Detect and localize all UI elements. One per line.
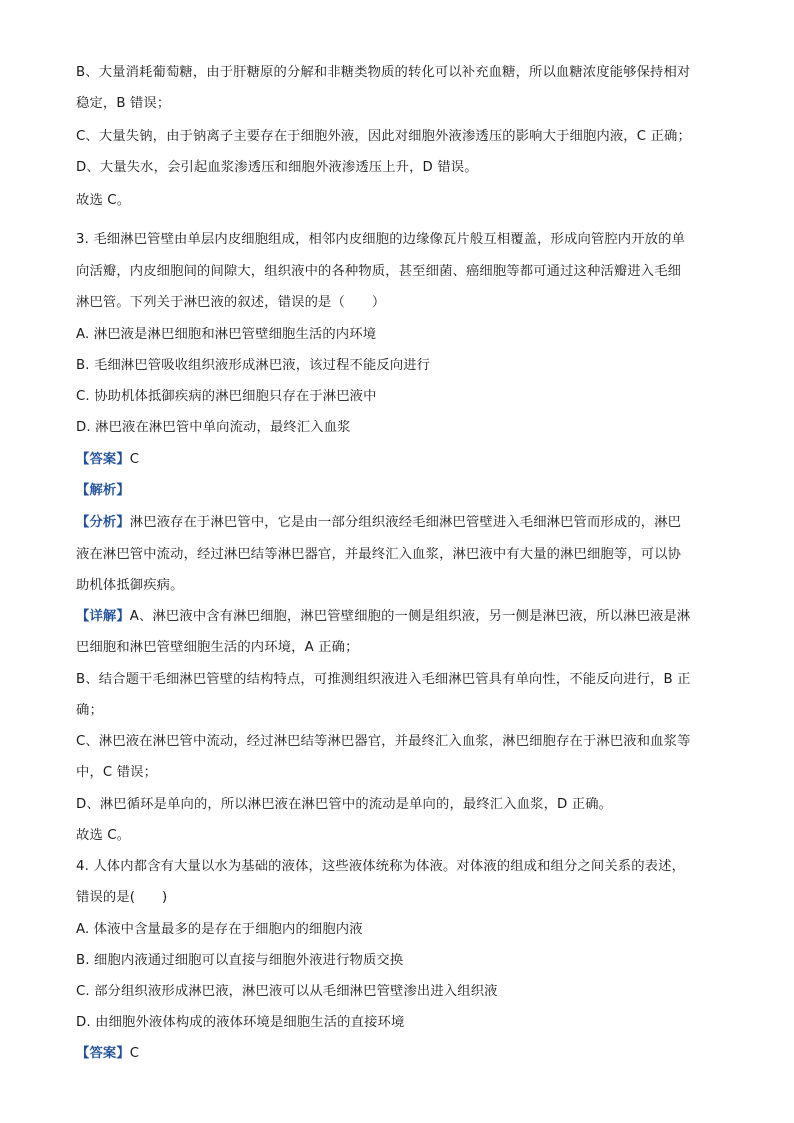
answer-label: 【答案】C xyxy=(76,1046,140,1061)
text-line: 故选 C。 xyxy=(76,828,131,843)
text-line: B、大量消耗葡萄糖，由于肝糖原的分解和非糖类物质的转化可以补充血糖，所以血糖浓度能够保持相对 xyxy=(76,65,691,80)
text-line: C、大量失钠，由于钠离子主要存在于细胞外液，因此对细胞外液渗透压的影响大于细胞内液，C 正确； xyxy=(76,129,691,144)
question-4-option-c: C. 部分组织液形成淋巴液，淋巴液可以从毛细淋巴管壁渗出进入组织液 xyxy=(76,984,498,999)
text-line: B、结合题干毛细淋巴管壁的结构特点，可推测组织液进入毛细淋巴管具有单向性，不能反向进行，B 正 xyxy=(76,672,691,687)
question-4-stem: 错误的是( ) xyxy=(76,890,168,905)
question-3-stem: 3. 毛细淋巴管壁由单层内皮细胞组成，相邻内皮细胞的边缘像瓦片般互相覆盖，形成向管腔内开放的单 xyxy=(76,232,686,247)
question-3-option-c: C. 协助机体抵御疾病的淋巴细胞只存在于淋巴液中 xyxy=(76,389,377,404)
text-line: 助机体抵御疾病。 xyxy=(76,578,184,593)
text-line: 【详解】A、淋巴液中含有淋巴细胞，淋巴管壁细胞的一侧是组织液，另一侧是淋巴液，所以淋巴液是淋 xyxy=(76,609,691,624)
analysis-label xyxy=(76,481,130,501)
text-line: 液在淋巴管中流动，经过淋巴结等淋巴器官，并最终汇入血浆，淋巴液中有大量的淋巴细胞等，可以协 xyxy=(76,547,682,562)
section-marker: 【答案】 xyxy=(76,452,130,467)
question-3-option-a: A. 淋巴液是淋巴细胞和淋巴管壁细胞生活的内环境 xyxy=(76,327,377,342)
question-3-stem: 向活瓣，内皮细胞间的间隙大，组织液中的各种物质，甚至细菌、癌细胞等都可通过这种活瓣进入毛细 xyxy=(76,264,682,279)
section-marker: 【答案】 xyxy=(76,1046,130,1061)
question-4-option-d: D. 由细胞外液体构成的液体环境是细胞生活的直接环境 xyxy=(76,1015,405,1030)
text-line: D、淋巴循环是单向的，所以淋巴液在淋巴管中的流动是单向的，最终汇入血浆，D 正确。 xyxy=(76,797,613,812)
question-3-option-d: D. 淋巴液在淋巴管中单向流动，最终汇入血浆 xyxy=(76,420,351,435)
question-3-option-b: B. 毛细淋巴管吸收组织液形成淋巴液，该过程不能反向进行 xyxy=(76,358,431,373)
section-marker: 【详解】 xyxy=(76,609,130,624)
text-line: 稳定，B 错误； xyxy=(76,96,171,111)
text-line: 故选 C。 xyxy=(76,193,131,208)
answer-label: 【答案】C xyxy=(76,452,140,467)
text-line: 中，C 错误； xyxy=(76,765,158,780)
question-4-option-b: B. 细胞内液通过细胞可以直接与细胞外液进行物质交换 xyxy=(76,953,404,968)
section-marker: 【分析】 xyxy=(76,515,130,530)
text-line: 确； xyxy=(76,703,103,718)
text-line: D、大量失水，会引起血浆渗透压和细胞外液渗透压上升，D 错误。 xyxy=(76,160,478,175)
text-line: 【分析】淋巴液存在于淋巴管中，它是由一部分组织液经毛细淋巴管壁进入毛细淋巴管而形成的，淋巴 xyxy=(76,515,682,530)
text-line: 巴细胞和淋巴管壁细胞生活的内环境，A 正确； xyxy=(76,640,359,655)
question-4-option-a: A. 体液中含量最多的是存在于细胞内的细胞内液 xyxy=(76,922,363,937)
question-3-stem: 淋巴管。下列关于淋巴液的叙述，错误的是（ ） xyxy=(76,295,386,310)
text-line: C、淋巴液在淋巴管中流动，经过淋巴结等淋巴器官，并最终汇入血浆，淋巴细胞存在于淋巴液和血浆等 xyxy=(76,734,691,749)
question-4-stem: 4. 人体内都含有大量以水为基础的液体，这些液体统称为体液。对体液的组成和组分之间关系的表述， xyxy=(76,859,686,874)
section-marker: 【解析】 xyxy=(76,483,130,498)
